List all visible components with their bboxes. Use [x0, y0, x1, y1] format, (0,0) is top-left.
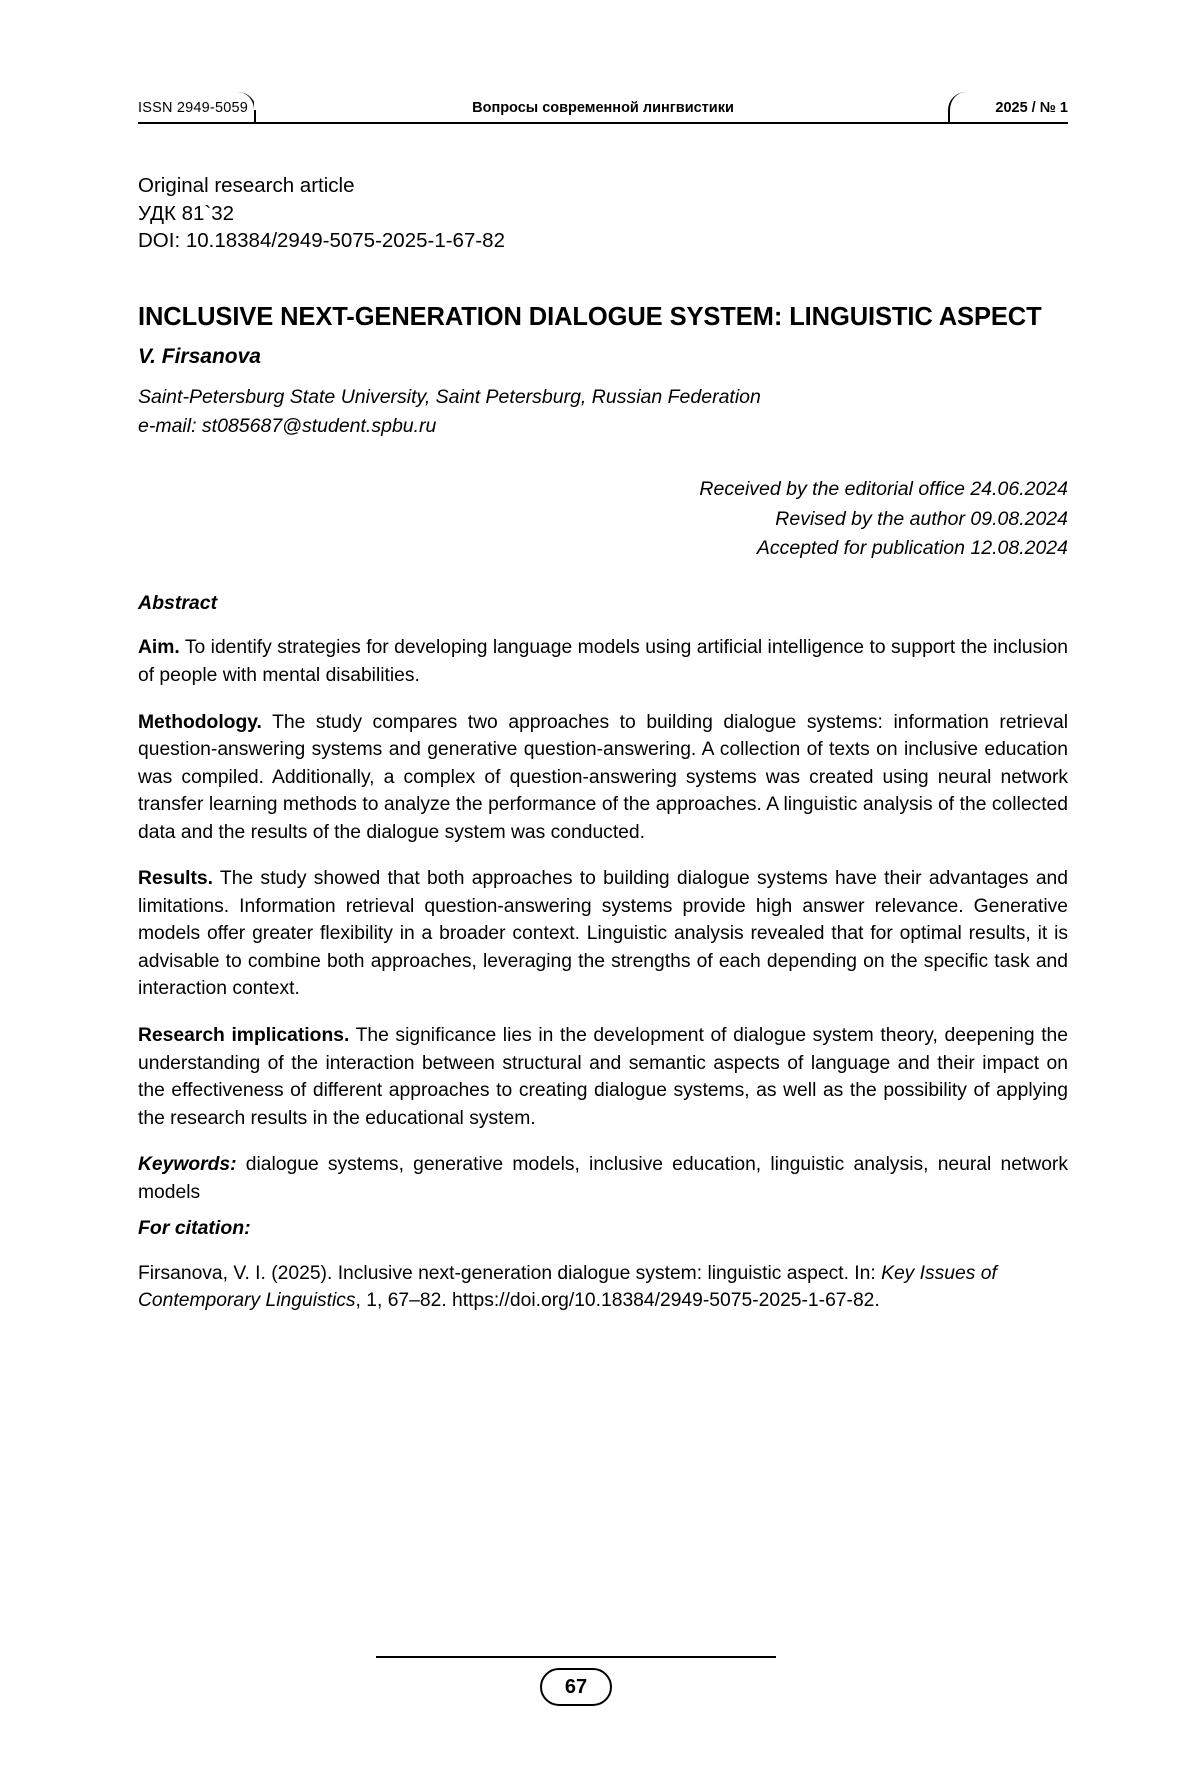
page-content — [138, 0, 1068, 1783]
doi-code: DOI: 10.18384/2949-5075-2025-1-67-82 — [138, 229, 505, 252]
issn-label: ISSN 2949-5059 — [138, 100, 249, 116]
citation-part-two: , 1, 67–82. https://doi.org/10.18384/2949-5075-2025-1-67-82. — [355, 1290, 880, 1312]
abstract-methodology-text: The study compares two approaches to building dialogue systems: information retrieval question-answering systems and generative question-answering. A collection of texts on inclusive education was compiled. Additionally, a complex of question-answering systems was created using neural network transfer learning methods to analyze the performance of the approaches. A linguistic analysis of the collected data and the results of the dialogue system was conducted. — [138, 711, 1068, 843]
issue-label: 2025 / № 1 — [995, 100, 1068, 116]
abstract-results-text: The study showed that both approaches to building dialogue systems have their advantages and limitations. Information retrieval question-answering systems provide high answer relevance. Generative models offer greater flexibility in a broader context. Linguistic analysis revealed that for optimal results, it is advisable to combine both approaches, leveraging the strengths of each depending on the specific task and interaction context. — [138, 868, 1068, 1000]
abstract-section — [138, 592, 1068, 1334]
date-received: Received by the editorial office 24.06.2024 — [699, 478, 1068, 500]
abstract-methodology-paragraph — [138, 709, 1068, 847]
citation-heading: For citation: — [138, 1217, 251, 1240]
citation-journal-title: Key Issues of Contemporary Linguistics — [138, 1262, 997, 1312]
running-head — [138, 92, 1068, 128]
author-name: V. Firsanova — [138, 345, 261, 368]
abstract-heading: Abstract — [138, 592, 218, 614]
author-affiliation — [138, 383, 1068, 441]
affiliation-email: e-mail: st085687@student.spbu.ru — [138, 415, 437, 437]
abstract-results-label: Results. — [138, 868, 214, 890]
abstract-implications-text: The significance lies in the development of dialogue system theory, deepening the understanding of the interaction between structural and semantic aspects of language and their impact on the effectiveness of different approaches to creating dialogue systems, as well as the possibility of applying the research results in the educational system. — [138, 1025, 1068, 1129]
udk-code: УДК 81`32 — [138, 201, 235, 225]
affiliation-institution: Saint-Petersburg State University, Saint Petersburg, Russian Federation — [138, 386, 761, 408]
keywords-text: dialogue systems, generative models, inclusive education, linguistic analysis, neural network models — [138, 1154, 1068, 1203]
article-type: Original research article — [138, 174, 355, 197]
abstract-implications-label: Research implications. — [138, 1025, 350, 1047]
date-accepted: Accepted for publication 12.08.2024 — [756, 537, 1068, 559]
date-revised: Revised by the author 09.08.2024 — [775, 507, 1068, 530]
abstract-aim-text: To identify strategies for developing language models using artificial intelligence to support the inclusion of people with mental disabilities. — [138, 637, 1068, 686]
abstract-implications-paragraph — [138, 1022, 1068, 1132]
abstract-keywords-paragraph — [138, 1151, 1068, 1206]
abstract-methodology-label: Methodology. — [138, 711, 262, 733]
keywords-label: Keywords: — [138, 1154, 237, 1176]
abstract-aim-label: Aim. — [138, 637, 180, 659]
abstract-results-paragraph — [138, 865, 1068, 1003]
article-meta — [138, 172, 1068, 255]
footer-rule — [376, 1656, 776, 1658]
citation-text — [138, 1260, 1068, 1315]
page-title: INCLUSIVE NEXT-GENERATION DIALOGUE SYSTEM: LINGUISTIC ASPECT — [138, 303, 1042, 332]
abstract-aim-paragraph — [138, 634, 1068, 689]
journal-title: Вопросы современной лингвистики — [472, 100, 734, 116]
running-head-rule — [138, 122, 1068, 124]
page-number: 67 — [564, 1676, 588, 1698]
editorial-dates — [138, 475, 1068, 564]
page-footer — [138, 1638, 1068, 1718]
citation-part-one: Firsanova, V. I. (2025). Inclusive next-generation dialogue system: linguistic aspect. In: — [138, 1262, 882, 1284]
